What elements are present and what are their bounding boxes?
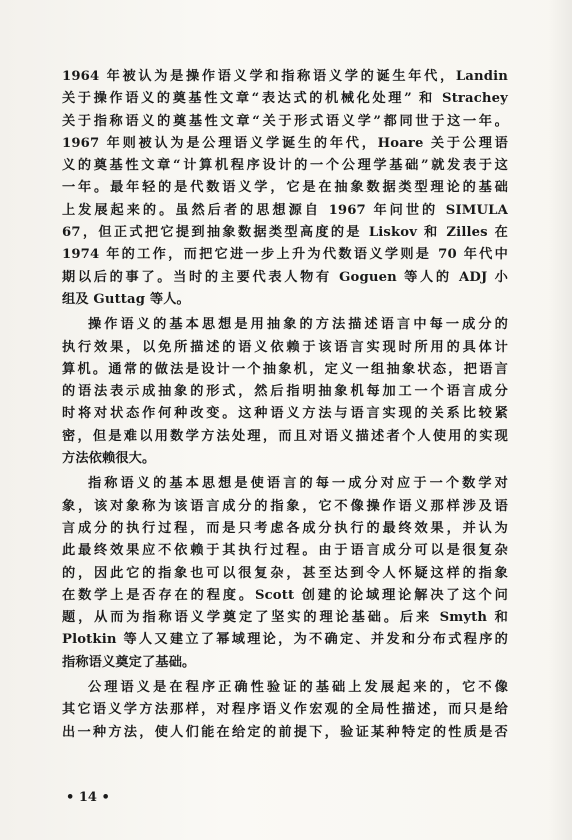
text-line: 执行效果，以免所描述的语义依赖于该语言实现时所用的具体计 — [62, 339, 508, 355]
text-line: 公理语义是在程序正确性验证的基础上发展起来的，它不像 — [88, 680, 508, 696]
text-line: 方法依赖很大。 — [62, 451, 156, 467]
text-line: Plotkin 等人又建立了幂域理论，为不确定、并发和分布式程序的 — [62, 632, 508, 648]
text-line: 期以后的事了。当时的主要代表人物有 Goguen 等人的 ADJ 小 — [62, 269, 508, 285]
paragraph — [62, 314, 508, 470]
paragraph — [62, 66, 508, 311]
text-line: 出一种方法，使人们能在给定的前提下，验证某种特定的性质是否 — [62, 724, 508, 740]
text-line: 1967 年则被认为是公理语义学诞生的年代，Hoare 关于公理语 — [62, 135, 508, 151]
text-line: 义的奠基性文章“计算机程序设计的一个公理学基础”就发表于这 — [62, 158, 508, 174]
text-line: 1974 年的工作，而把它进一步上升为代数语义学则是 70 年代中 — [62, 247, 508, 263]
text-line: 此最终效果应不依赖于其执行过程。由于语言成分可以是很复杂 — [62, 543, 508, 559]
text-line: 象，该对象称为该语言成分的指象，它不像操作语义那样涉及语 — [62, 498, 508, 514]
text-line: 的，因此它的指象也可以很复杂，甚至达到令人怀疑这样的指象 — [62, 565, 508, 581]
text-line: 67，但正式把它提到抽象数据类型高度的是 Liskov 和 Zilles 在 — [62, 225, 508, 241]
text-line: 的语法表示成抽象的形式，然后指明抽象机每加工一个语言成分 — [62, 384, 508, 400]
text-line: 题，从而为指称语义学奠定了坚实的理论基础。后来 Smyth 和 — [62, 610, 508, 626]
text-line: 算机。通常的做法是设计一个抽象机，定义一组抽象状态，把语言 — [62, 361, 508, 377]
text-line: 组及 Guttag 等人。 — [62, 291, 190, 307]
text-line: 指称语义的基本思想是使语言的每一成分对应于一个数学对 — [88, 476, 508, 492]
text-line: 其它语义学方法那样，对程序语义作宏观的全局性描述，而只是给 — [62, 702, 508, 718]
page-edge-shadow — [548, 0, 572, 840]
text-line: 上发展起来的。虽然后者的思想源自 1967 年问世的 SIMULA — [62, 202, 508, 218]
text-line: 指称语义奠定了基础。 — [62, 654, 196, 670]
text-line: 1964 年被认为是操作语义学和指称语义学的诞生年代，Landin — [62, 69, 508, 84]
text-line: 一年。最年轻的是代数语义学，它是在抽象数据类型理论的基础 — [62, 180, 508, 196]
page-number: • 14 • — [66, 790, 110, 805]
paragraph — [62, 677, 508, 744]
text-line: 在数学上是否存在的程度。Scott 创建的论域理论解决了这个问 — [62, 587, 508, 603]
text-line: 关于操作语义的奠基性文章“表达式的机械化处理” 和 Strachey — [62, 91, 508, 107]
paragraph — [62, 473, 508, 674]
text-line: 关于指称语义的奠基性文章“关于形式语义学”都同世于这一年。 — [62, 113, 508, 129]
text-line: 密，但是难以用数学方法处理，而且对语义描述者个人使用的实现 — [62, 428, 508, 444]
body-text — [62, 66, 508, 744]
text-line: 言成分的执行过程，而是只考虑各成分执行的最终效果，并认为 — [62, 520, 508, 536]
text-line: 时将对状态作何种改变。这种语义方法与语言实现的关系比较紧 — [62, 406, 508, 422]
text-line: 操作语义的基本思想是用抽象的方法描述语言中每一成分的 — [88, 317, 508, 333]
